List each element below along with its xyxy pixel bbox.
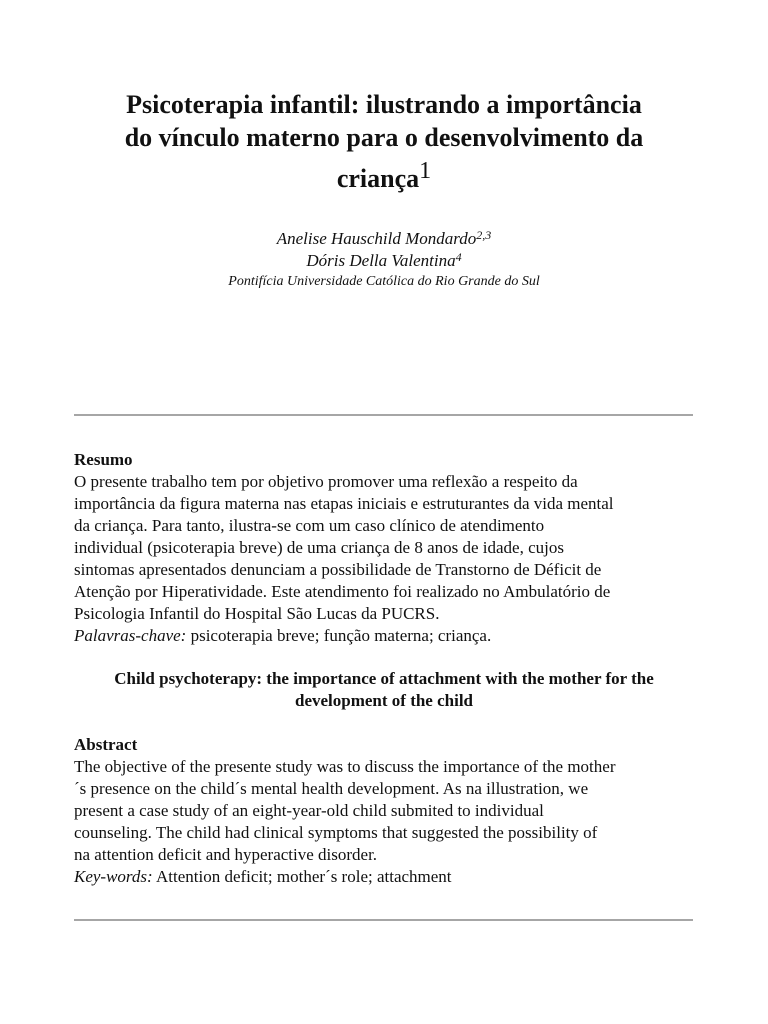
author-1-footnote: 2,3	[476, 228, 492, 242]
title-line-3-text: criança	[336, 164, 420, 193]
author-block	[60, 228, 708, 292]
affiliation: Pontifícia Universidade Católica do Rio Grande do Sul	[228, 274, 540, 289]
title-line-2: do vínculo materno para o desenvolvimento da	[124, 123, 644, 152]
abstract-line: counseling. The child had clinical symptoms that suggested the possibility of	[74, 823, 598, 842]
resumo-line: Psicologia Infantil do Hospital São Lucas da PUCRS.	[74, 604, 440, 623]
author-2-footnote: 4	[455, 250, 462, 264]
resumo-line: sintomas apresentados denunciam a possibilidade de Transtorno de Déficit de	[74, 560, 602, 579]
english-title-line-1: Child psychoterapy: the importance of attachment with the mother for the	[114, 669, 654, 688]
divider-bottom	[74, 919, 693, 921]
english-title-line-2: development of the child	[294, 691, 474, 710]
abstract-section	[74, 734, 694, 888]
title-line-3	[60, 158, 708, 195]
divider-top	[74, 414, 693, 416]
resumo-keywords	[74, 625, 694, 647]
abstract-keywords	[74, 866, 694, 888]
abstract-keywords-label: Key-words:	[74, 867, 153, 886]
resumo-section	[74, 449, 694, 647]
english-title	[70, 668, 698, 712]
title-line-1: Psicoterapia infantil: ilustrando a importância	[126, 90, 642, 119]
paper-title	[60, 88, 708, 195]
abstract-line: na attention deficit and hyperactive disorder.	[74, 845, 378, 864]
author-1-name: Anelise Hauschild Mondardo	[276, 229, 477, 248]
resumo-line: Atenção por Hiperatividade. Este atendimento foi realizado no Ambulatório de	[74, 582, 611, 601]
resumo-heading: Resumo	[74, 450, 133, 469]
resumo-line: individual (psicoterapia breve) de uma criança de 8 anos de idade, cujos	[74, 538, 564, 557]
resumo-line: importância da figura materna nas etapas iniciais e estruturantes da vida mental	[74, 494, 614, 513]
author-2	[60, 250, 708, 272]
abstract-line: present a case study of an eight-year-old child submited to individual	[74, 801, 544, 820]
abstract-line: The objective of the presente study was to discuss the importance of the mother	[74, 757, 616, 776]
resumo-line: O presente trabalho tem por objetivo promover uma reflexão a respeito da	[74, 472, 578, 491]
abstract-heading: Abstract	[74, 735, 138, 754]
author-2-name: Dóris Della Valentina	[306, 251, 456, 270]
author-1	[60, 228, 708, 250]
resumo-keywords-text: psicoterapia breve; função materna; criança.	[186, 626, 492, 645]
title-footnote-marker: 1	[419, 158, 432, 184]
resumo-keywords-label: Palavras-chave:	[74, 626, 187, 645]
abstract-keywords-text: Attention deficit; mother´s role; attachment	[152, 867, 452, 886]
resumo-line: da criança. Para tanto, ilustra-se com um caso clínico de atendimento	[74, 516, 545, 535]
abstract-line: ´s presence on the child´s mental health development. As na illustration, we	[74, 779, 589, 798]
